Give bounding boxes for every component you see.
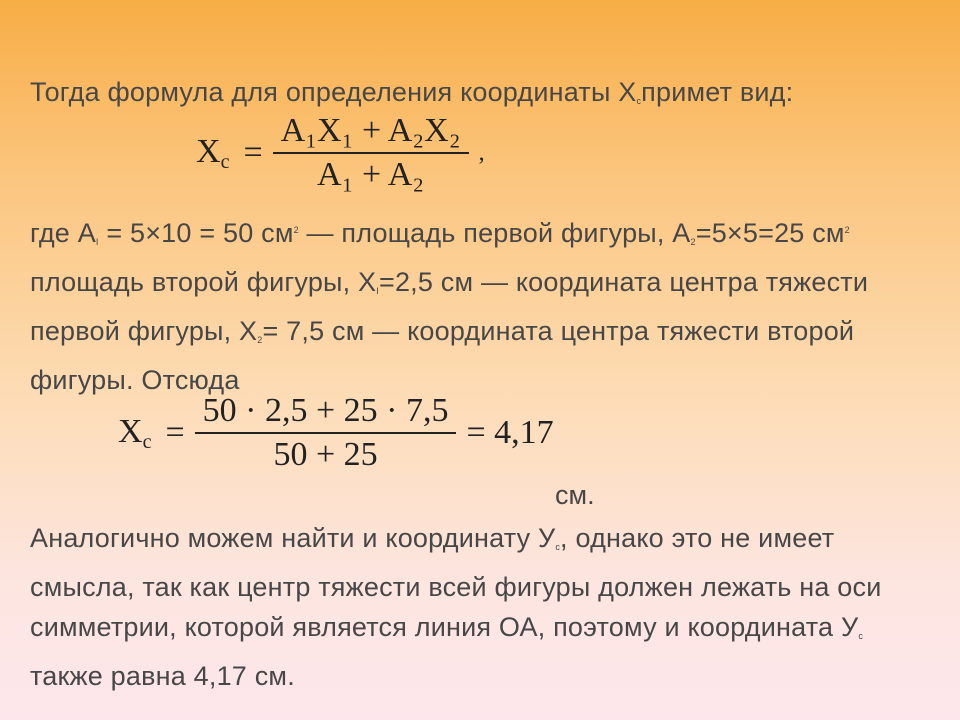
formula-xc-numeric (118, 392, 554, 474)
formula1-denominator: A₁ + A₂ (317, 156, 425, 193)
where-paragraph: где $А_I = 5\times 10 = 50$ $см^2$ — площадь первой фигуры, $А_2=5\times 5=25$ $см^2$ площадь второй фигуры, $Х_I=2,5$ см — координата центра тяжести первой фигуры, $Х_2= 7,5$ см — координата центра тяжести второй фигуры. Отсюда (30, 218, 869, 395)
formula2-result: = 4,17 (466, 414, 554, 451)
formula2-denominator: 50 + 25 (273, 436, 378, 473)
formula1-fraction (273, 112, 469, 194)
formula2-equals: = (165, 414, 185, 451)
formula2-lhs: Xc (118, 412, 152, 453)
formula1-numerator: A₁X₁ + A₂X₂ (280, 112, 461, 149)
formula1-lhs: Xc (196, 132, 230, 173)
formula2-fraction (195, 392, 457, 474)
fraction-bar (195, 432, 457, 434)
fraction-bar (273, 152, 469, 154)
formula2-numerator: 50 · 2,5 + 25 · 7,5 (202, 392, 449, 429)
formula1-comma: , (478, 139, 485, 166)
conclusion-paragraph: Аналогично можем найти и координату $У_с$, однако это не имеет смысла, так как центр тяжести всей фигуры должен лежать на оси симметрии, которой является линия ОА, поэтому и координата $У_с$ также равна 4,17 см. (30, 523, 882, 691)
intro-text: Тогда формула для определения координаты $Х_спримет$ вид: (30, 77, 794, 107)
formula-xc-general (196, 112, 485, 194)
formula1-equals: = (243, 134, 263, 171)
result-unit: см. (555, 480, 595, 510)
